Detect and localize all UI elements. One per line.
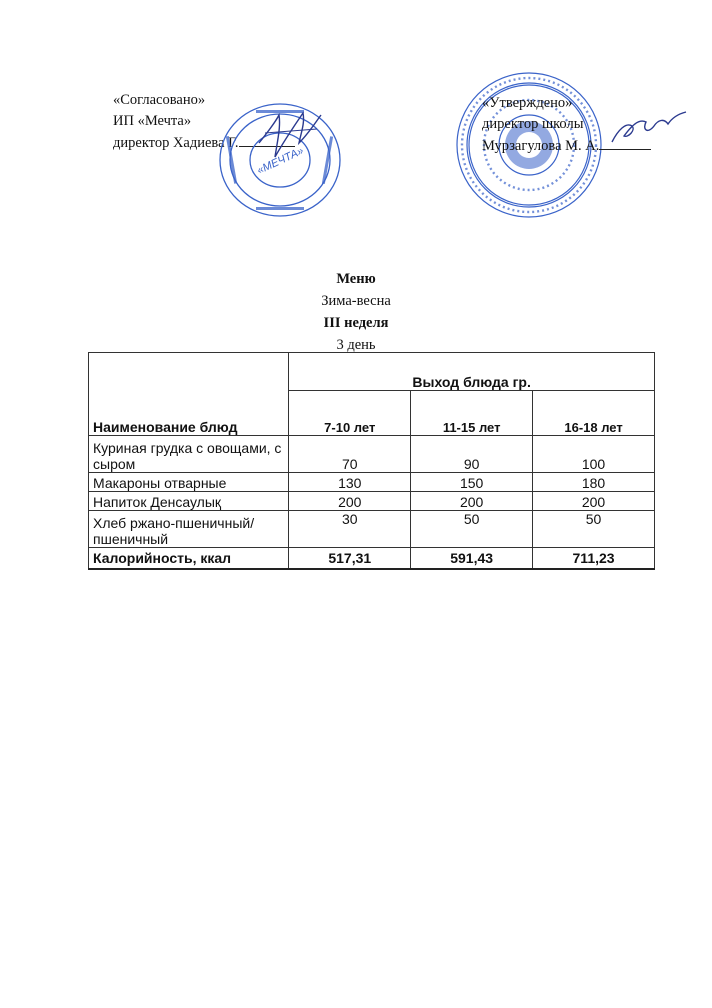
portion-value: 90 — [411, 436, 533, 473]
agreed-heading: «Согласовано» — [113, 92, 206, 108]
dish-name: Напиток Денсаулық — [89, 492, 289, 511]
signature-left-icon — [255, 103, 325, 163]
menu-title-block — [0, 268, 712, 356]
signature-right-icon — [608, 108, 688, 148]
dish-name: Макароны отварные — [89, 473, 289, 492]
portion-value: 130 — [289, 473, 411, 492]
portion-value: 30 — [289, 511, 411, 548]
calorie-total-row — [89, 548, 655, 570]
seal-center-text: «МЕЧТА» — [255, 144, 306, 177]
calorie-value: 517,31 — [289, 548, 411, 570]
calorie-value: 711,23 — [533, 548, 655, 570]
season-label: Зима-весна — [321, 293, 391, 309]
header-age-group: 7-10 лет — [289, 391, 411, 436]
portion-value: 180 — [533, 473, 655, 492]
week-label: III неделя — [323, 315, 389, 331]
header-age-group: 11-15 лет — [411, 391, 533, 436]
table-row — [89, 473, 655, 492]
portion-value: 200 — [533, 492, 655, 511]
portion-value: 50 — [533, 511, 655, 548]
table-row — [89, 492, 655, 511]
header-portion-output: Выход блюда гр. — [289, 353, 655, 391]
menu-table — [88, 352, 655, 570]
portion-value: 200 — [411, 492, 533, 511]
portion-value: 50 — [411, 511, 533, 548]
header-age-group: 16-18 лет — [533, 391, 655, 436]
dish-name: Куриная грудка с овощами, с сыром — [89, 436, 289, 473]
day-label: 3 день — [336, 337, 376, 353]
table-row — [89, 436, 655, 473]
calorie-label: Калорийность, ккал — [89, 548, 289, 570]
calorie-value: 591,43 — [411, 548, 533, 570]
portion-value: 150 — [411, 473, 533, 492]
table-header-row — [89, 353, 655, 391]
menu-title: Меню — [336, 271, 376, 287]
portion-value: 100 — [533, 436, 655, 473]
agreed-signer: директор Хадиева Г. — [113, 135, 239, 151]
agreed-org: ИП «Мечта» — [113, 113, 192, 129]
portion-value: 70 — [289, 436, 411, 473]
table-row — [89, 511, 655, 548]
approved-role: директор школы — [482, 116, 584, 132]
dish-name: Хлеб ржано-пшеничный/пшеничный — [89, 511, 289, 548]
portion-value: 200 — [289, 492, 411, 511]
header-dish-name: Наименование блюд — [89, 353, 289, 436]
approved-signer: Мурзагулова М. А. — [482, 138, 600, 154]
approved-heading: «Утверждено» — [482, 95, 573, 111]
